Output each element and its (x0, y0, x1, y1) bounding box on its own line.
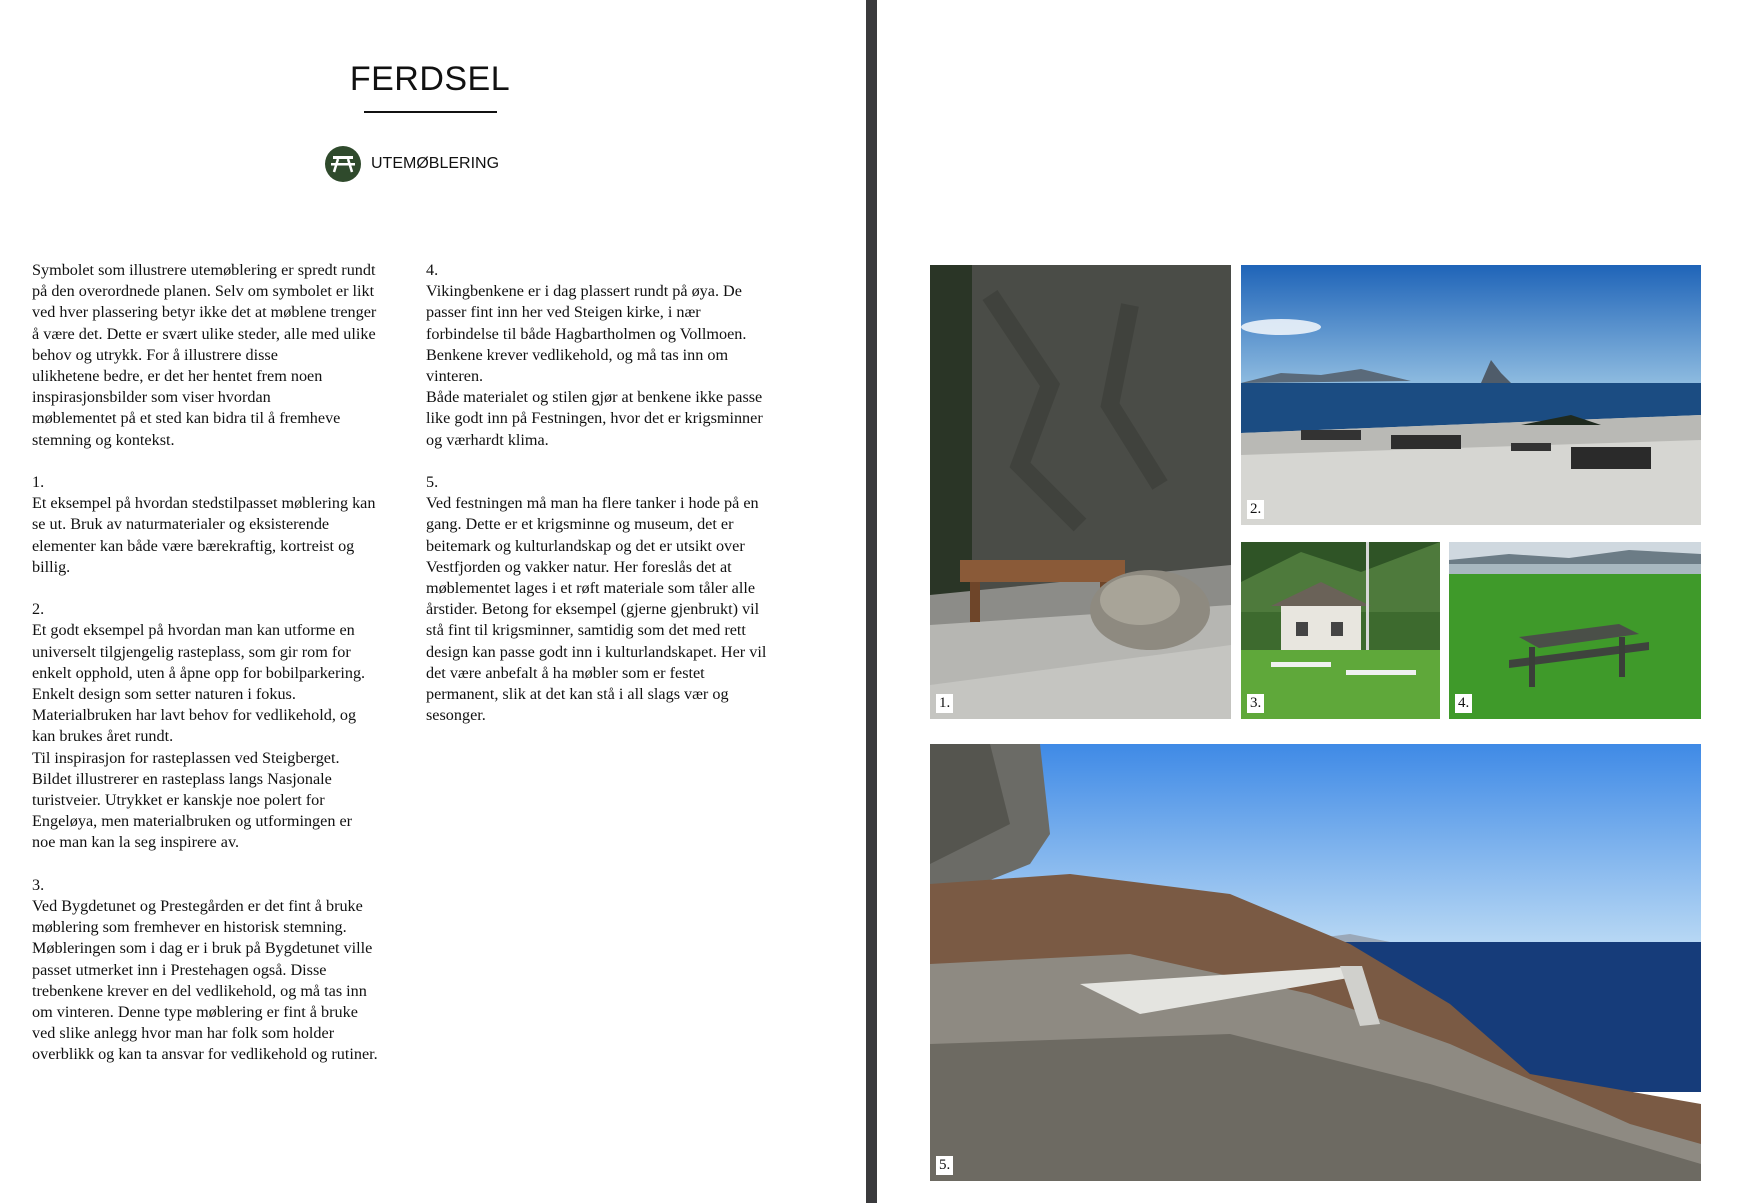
photo-3-farmhouse-garden (1241, 542, 1440, 719)
intro-paragraph: Symbolet som illustrere utemøblering er spredt rundt på den overordnede planen. Selv om symbolet er likt ved hver plassering betyr ikke det at møblene trenger å være det. Dette er svært ulike steder, alle med ulike behov og utrykk. For å illustrere disse ulikhetene bedre, er det her hentet frem noen inspirasjonsbilder som viser hvordan møblementet på et sted kan bidra til å fremheve stemning og kontekst. (32, 261, 377, 449)
page-title: FERDSEL (349, 60, 511, 98)
photo-number: 3. (1247, 694, 1264, 713)
left-page (0, 0, 866, 1203)
category-label: UTEMØBLERING (371, 155, 500, 172)
photo-4-picnic-table (1449, 542, 1701, 719)
page-divider (866, 0, 877, 1203)
photo-1-wooden-bench (930, 265, 1231, 719)
title-underline (364, 111, 497, 113)
paragraph-4: 4. Vikingbenkene er i dag plassert rundt på øya. De passer fint inn her ved Steigen kirke, i nær forbindelse til både Hagbartholmen og Vollmoen. Benkene krever vedlikehold, og må tas inn om vinteren. Både materialet og stilen gjør at benkene ikke passe like godt inn på Festningen, hvor det er krigsminner og værhardt klima. (426, 261, 763, 449)
picnic-table-icon (325, 146, 361, 182)
photo-number: 5. (936, 1156, 953, 1175)
paragraph-3: 3. Ved Bygdetunet og Prestegården er det fint å bruke møblering som fremhever en historisk stemning. Møbleringen som i dag er i bruk på Bygdetunet ville passet utmerket inn i Prestehagen også. Disse trebenkene krever en del vedlikehold, og må tas inn om vinteren. Denne type møblering er fint å bruke ved slike anlegg hvor man har folk som holder overblikk og kan ta ansvar for vedlikehold og rutiner. (32, 875, 378, 1064)
text-column-1 (32, 260, 412, 1087)
photo-number: 2. (1247, 500, 1264, 519)
paragraph-2: 2. Et godt eksempel på hvordan man kan utforme en universelt tilgjengelig rasteplass, som gir rom for enkelt opphold, uten å åpne opp for bobilparkering. Enkelt design som setter naturen i fokus. Materialbruken har lavt behov for vedlikehold, og kan brukes året rundt. Til inspirasjon for rasteplassen ved Steigberget. Bildet illustrerer en rasteplass langs Nasjonale turistveier. Utrykket er kanskje noe polert for Engeløya, men materialbruken og utformingen er noe man kan la seg inspirere av. (32, 600, 366, 852)
paragraph-1: 1. Et eksempel på hvordan stedstilpasset møblering kan se ut. Bruk av naturmaterialer og eksisterende elementer kan både være bærekraftig, kortreist og billig. (32, 473, 376, 576)
photo-5-concrete-bench (930, 744, 1701, 1181)
right-page (877, 0, 1744, 1203)
photo-number: 1. (936, 694, 953, 713)
photo-2-rest-area (1241, 265, 1701, 525)
category-heading (325, 146, 499, 182)
photo-number: 4. (1455, 694, 1472, 713)
paragraph-5: 5. Ved festningen må man ha flere tanker i hode på en gang. Dette er et krigsminne og museum, det er beitemark og kulturlandskap og det er utsikt over Vestfjorden og vakker natur. Her foreslås det at møblementet lages i et røft materiale som tåler alle årstider. Betong for eksempel (gjerne gjenbrukt) vil stå fint til krigsminner, samtidig som det med rett design kan passe godt inn i kulturlandskapet. Her vil det være anbefalt å ha møbler som er festet permanent, slik at det kan stå i all slags vær og sesonger. (426, 473, 767, 725)
text-column-2 (426, 260, 806, 748)
